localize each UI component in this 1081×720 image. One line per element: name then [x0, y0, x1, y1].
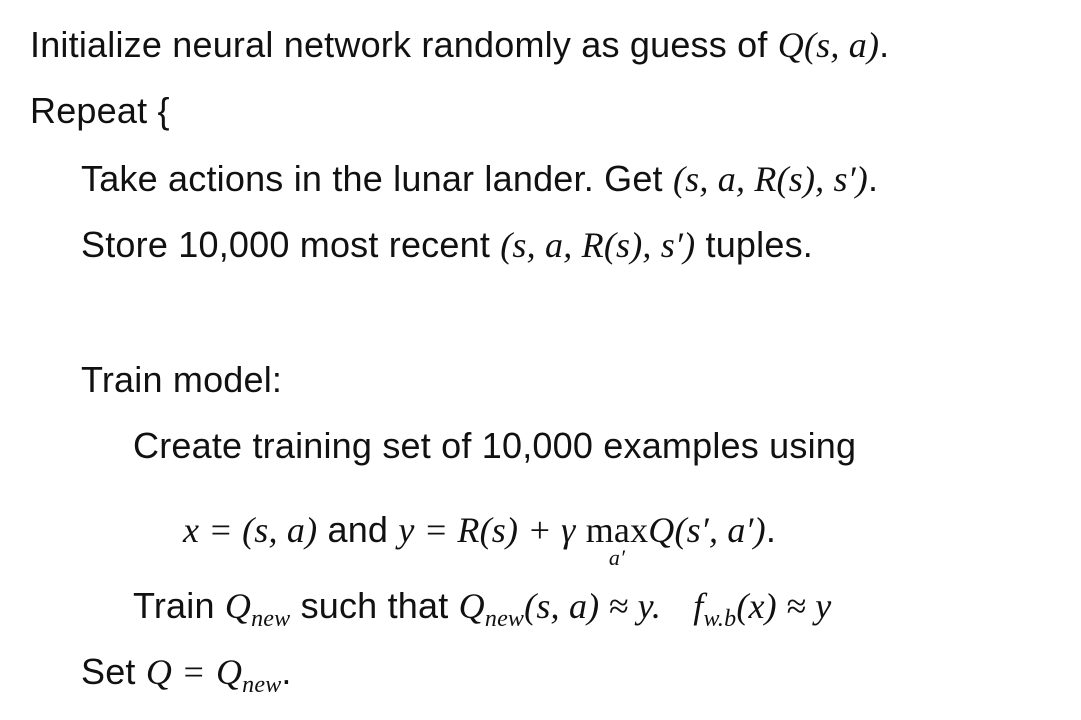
- take-actions-text: Take actions in the lunar lander. Get: [81, 158, 663, 199]
- f-rest: (x) ≈ y: [736, 586, 832, 626]
- q-new-approx-subscript: new: [484, 606, 525, 632]
- train-model-text: Train model:: [81, 359, 283, 400]
- line-create-training-set: [133, 424, 856, 468]
- x-definition: x = (s, a): [183, 510, 318, 550]
- line-repeat: [30, 89, 170, 133]
- f-wb-approx: [693, 586, 832, 632]
- train-text: Train: [133, 585, 215, 626]
- set-q-period: .: [281, 651, 292, 692]
- line-train-model: [81, 358, 282, 402]
- q-new-symbol: [224, 586, 291, 632]
- repeat-text: Repeat {: [30, 90, 170, 131]
- store-text-after: tuples.: [705, 224, 813, 265]
- y-definition: y = R(s) + γ: [398, 510, 576, 550]
- line-initialize: [30, 23, 889, 67]
- q-new-assign-base: Q: [215, 652, 243, 692]
- line-take-actions: [81, 157, 878, 201]
- f-base: f: [693, 586, 704, 626]
- q-new-approx-base: Q: [458, 586, 485, 626]
- create-training-set-text: Create training set of 10,000 examples using: [133, 425, 857, 466]
- line-train-qnew: [133, 584, 831, 633]
- f-subscript: w.b: [703, 606, 737, 632]
- q-target-term: Q(s′, a′): [648, 510, 766, 550]
- take-actions-period: .: [868, 158, 879, 199]
- q-new-approx-args: (s, a) ≈ y.: [524, 586, 662, 626]
- max-text: max: [585, 510, 649, 550]
- q-new-assign-subscript: new: [242, 672, 282, 698]
- line-x-y-definition: [183, 508, 777, 570]
- max-subscript: a′: [608, 545, 626, 570]
- store-text: Store 10,000 most recent: [81, 224, 491, 265]
- initialize-text: Initialize neural network randomly as guess of: [30, 24, 768, 65]
- q-new-approx: [458, 586, 662, 632]
- line-set-q: [81, 650, 292, 699]
- line-store: [81, 223, 813, 267]
- set-text: Set: [81, 651, 136, 692]
- max-operator: [585, 508, 649, 570]
- and-text: and: [327, 509, 389, 550]
- q-new-base: Q: [224, 586, 252, 626]
- q-new-assign: [215, 652, 282, 698]
- store-math: (s, a, R(s), s′): [500, 225, 696, 265]
- initialize-math: Q(s, a): [777, 25, 880, 65]
- y-definition-period: .: [765, 509, 777, 550]
- take-actions-math: (s, a, R(s), s′): [672, 159, 869, 199]
- initialize-period: .: [879, 24, 890, 65]
- q-equals: Q =: [145, 652, 206, 692]
- q-new-subscript: new: [251, 606, 291, 632]
- such-that-text: such that: [300, 585, 449, 626]
